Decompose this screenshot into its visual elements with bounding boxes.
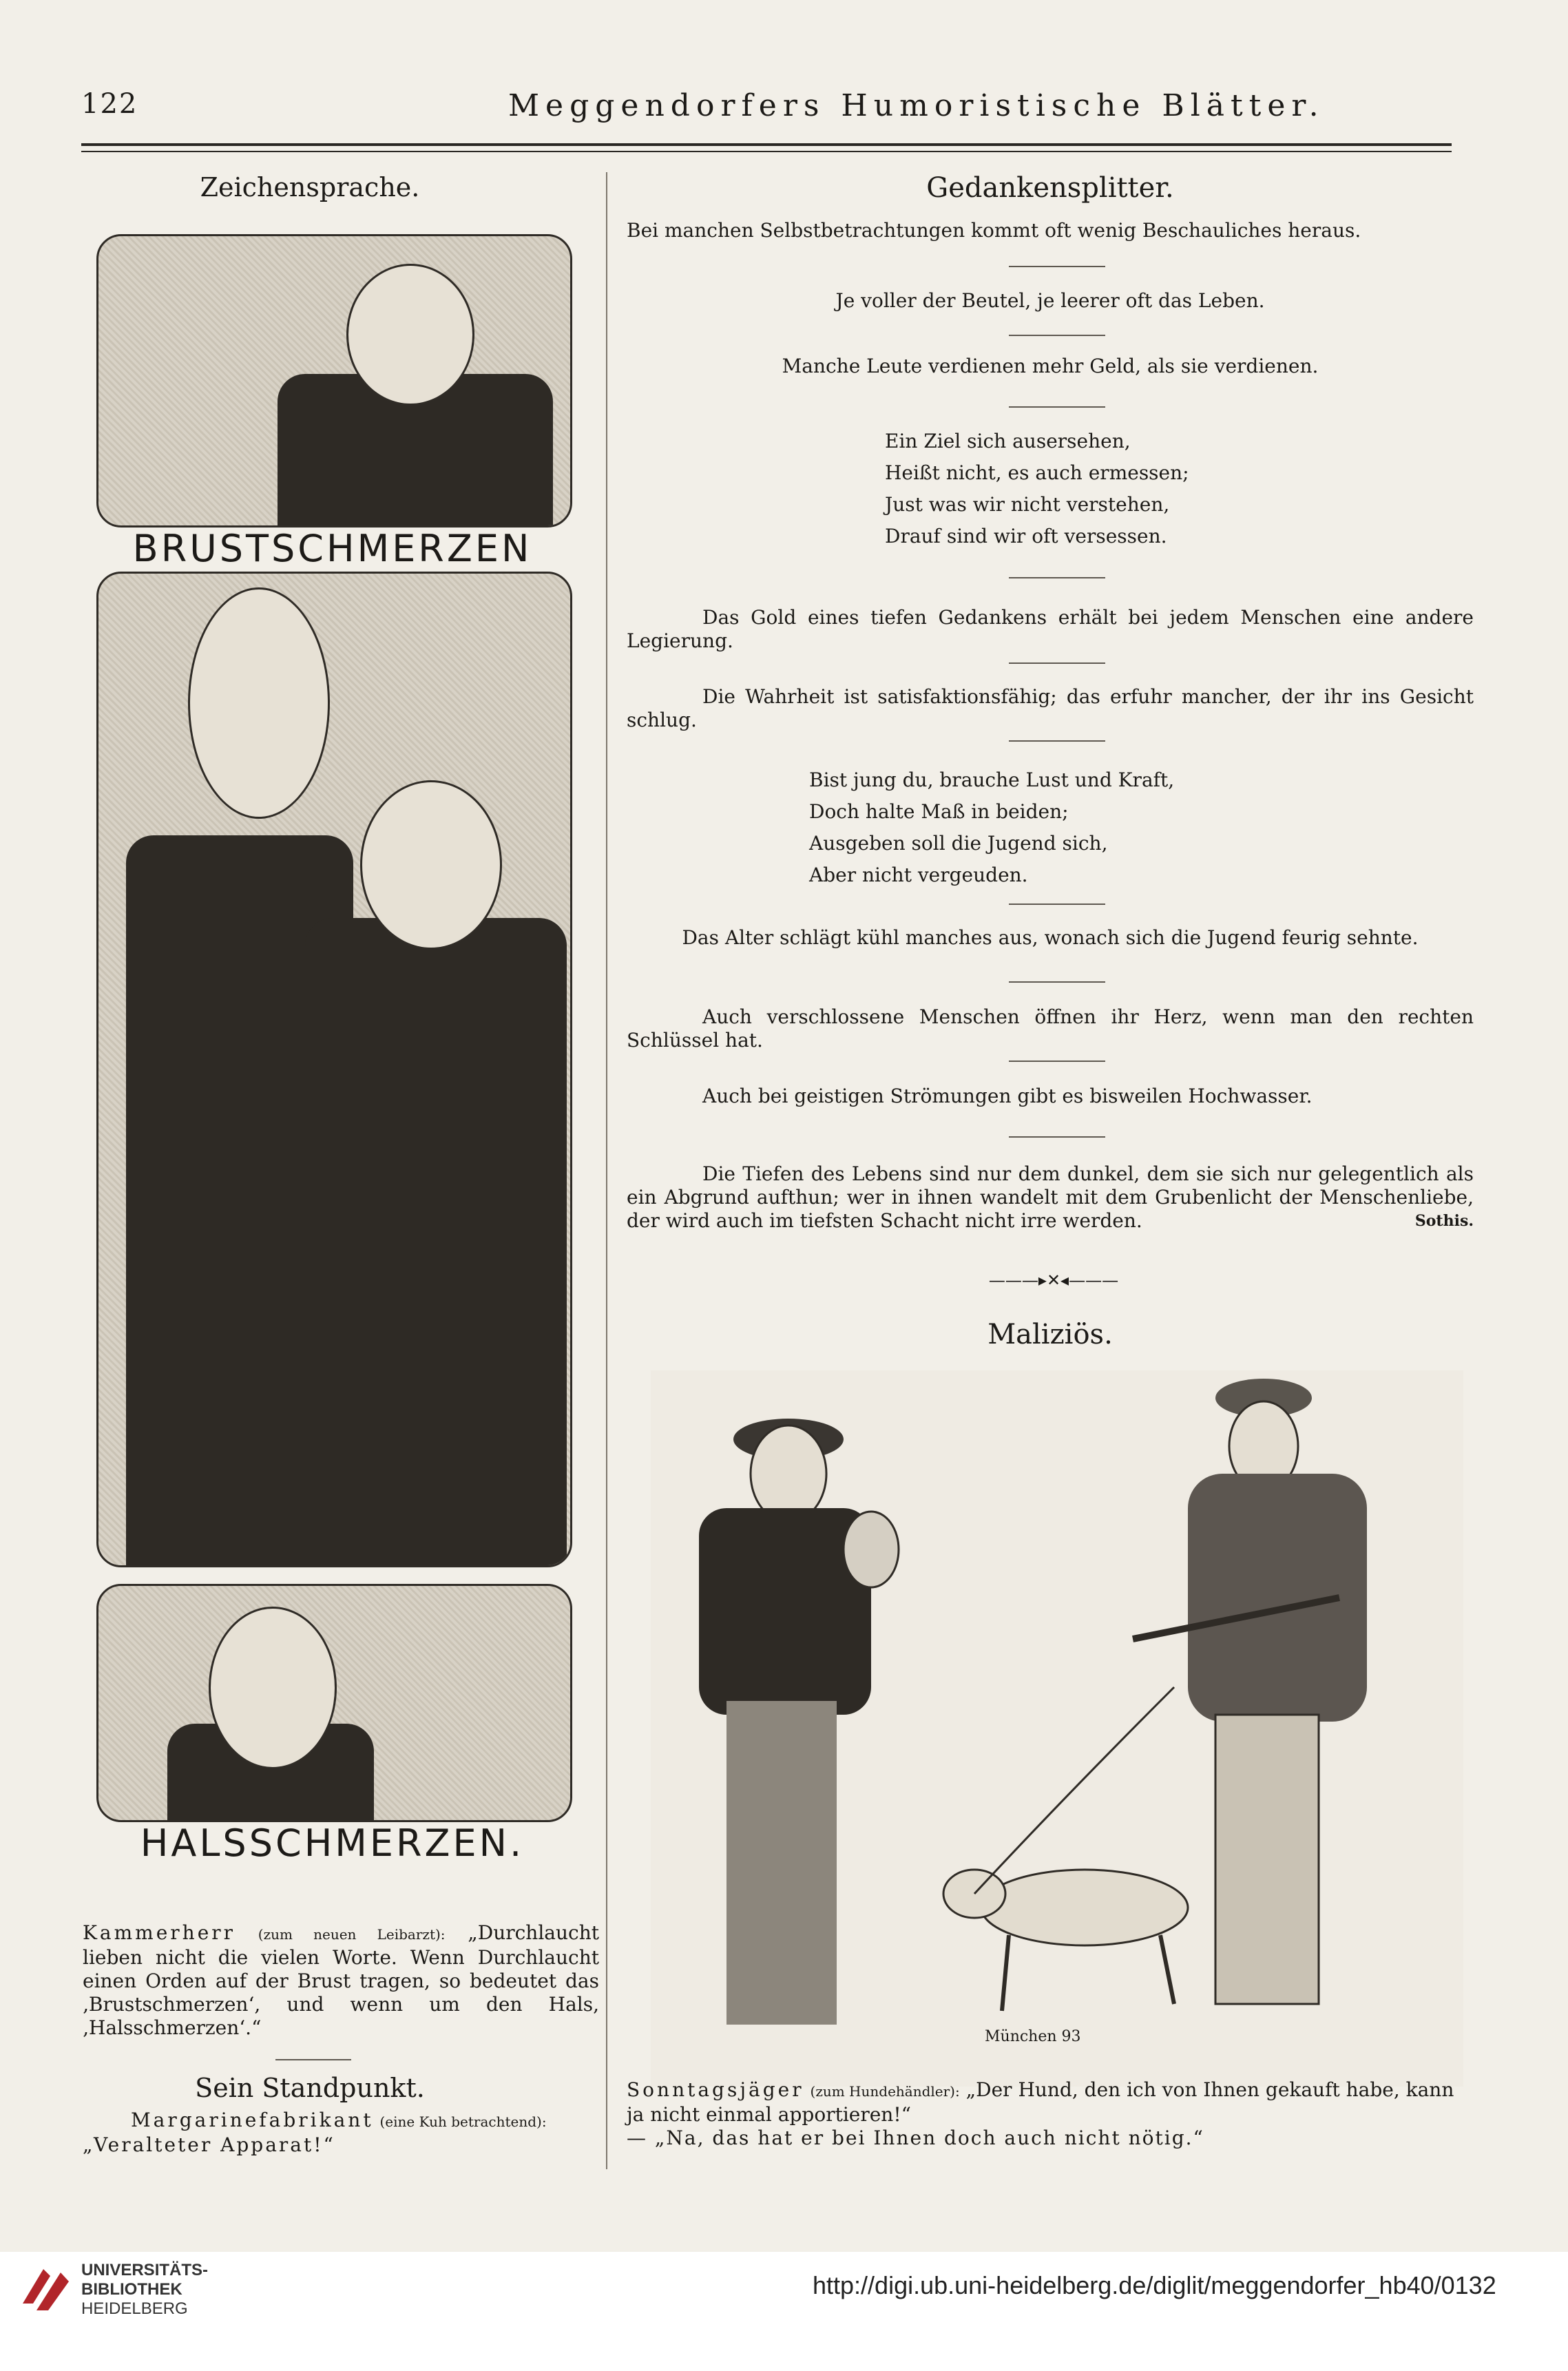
aphorism-divider [1009,577,1105,578]
caption-speaker: Kammerherr [83,1921,236,1944]
face-shape [751,1425,826,1522]
banner-halsschmerzen: HALSSCHMERZEN. [140,1821,525,1865]
section-ornament: ———▸✕◂——— [988,1271,1119,1290]
hunters-illustration [651,1370,1463,2087]
illustration-head [346,264,474,406]
hunter-legs-shape [1215,1715,1319,2004]
aphorism-divider [1009,740,1105,742]
page-number: 122 [81,88,138,120]
verse-1 [885,426,1189,552]
illustration-panel-main [96,572,572,1567]
column-divider [606,172,607,2169]
caption-stage-direction: (zum neuen Leibarzt): [258,1926,446,1943]
aphorism-1: Bei manchen Selbstbetrachtungen kommt oft wenig Beschauliches heraus. [627,219,1361,242]
left-article-title-2: Sein Standpunkt. [195,2073,425,2103]
left-caption-paragraph [83,1921,599,2040]
aphorism-6: Das Alter schlägt kühl manches aus, wonach sich die Jugend feurig sehnte. [682,926,1419,949]
dog-leg [1160,1935,1174,2004]
joke-speaker: Margarinefabrikant [131,2109,374,2131]
header-rule-thin [81,151,1452,152]
verse-2 [809,764,1174,891]
hunter-coat-shape [1188,1474,1367,1722]
header-rule-thick [81,143,1452,146]
verse-line: Heißt nicht, es auch ermessen; [885,461,1189,484]
left-joke-paragraph [83,2109,599,2157]
leash-line [974,1687,1174,1894]
aphorism-divider [1009,266,1105,267]
banner-brustschmerzen: BRUSTSCHMERZEN [132,527,532,570]
verse-line: Aber nicht vergeuden. [809,864,1028,886]
viewer-footer [0,2252,1568,2371]
running-title: Meggendorfers Humoristische Blätter. [508,88,1325,123]
aphorism-9-text: Die Tiefen des Lebens sind nur dem dunkel, dem sie sich nur gelegentlich als ein Abgrund aufthun; wer in ihnen wandelt mit dem Grubenlicht der Menschenliebe, der wird auch im tiefsten Schacht nicht irre werden. [627,1162,1474,1232]
illustration-figure-right [305,918,567,1565]
dog-leg [1002,1935,1009,2011]
aphorism-divider [1009,335,1105,336]
caption-text: „Durchlaucht lieben nicht die vielen Worte. Wenn Durchlaucht einen Orden auf der Brust tragen, so bedeutet das ‚Brustschmerzen‘, und wenn um den Hals, ‚Halsschmerzen‘.“ [83,1921,599,2039]
verse-line: Doch halte Maß in beiden; [809,800,1069,823]
aphorism-2: Je voller der Beutel, je leerer oft das Leben. [835,289,1265,312]
section-divider [275,2059,351,2060]
aphorism-divider [1009,904,1105,905]
right-joke-paragraph [627,2078,1474,2150]
right-article-title: Gedankensplitter. [926,172,1174,204]
aphorism-3: Manche Leute verdienen mehr Geld, als sie verdienen. [782,355,1319,377]
verse-line: Drauf sind wir oft versessen. [885,525,1167,547]
illustration-panel-bottom [96,1584,572,1822]
joke-stage-direction: (eine Kuh betrachtend): [379,2113,547,2130]
library-name [81,2261,208,2319]
hunters-illustration-drawing [651,1370,1463,2087]
aphorism-divider [1009,406,1105,408]
trousers-shape [726,1701,837,2025]
joke-speaker: Sonntagsjäger [627,2078,804,2101]
illustration-signature: München 93 [985,2028,1081,2045]
verse-line: Just was wir nicht verstehen, [885,493,1170,516]
joke-quote: „Veralteter Apparat!“ [83,2133,335,2156]
verse-line: Bist jung du, brauche Lust und Kraft, [809,769,1175,791]
verse-line: Ausgeben soll die Jugend sich, [809,832,1108,855]
aphorism-7: Auch verschlossene Menschen öffnen ihr Herz, wenn man den rechten Schlüssel hat. [627,1005,1474,1052]
aphorism-4: Das Gold eines tiefen Gedankens erhält bei jedem Menschen eine andere Legierung. [627,606,1474,652]
aphorism-9 [627,1162,1474,1233]
illustration-head [209,1607,337,1769]
aphorism-5: Die Wahrheit ist satisfaktionsfähig; das erfuhr mancher, der ihr ins Gesicht schlug. [627,685,1474,731]
aphorism-divider [1009,1061,1105,1062]
dog-body-shape [981,1870,1188,1945]
joke-line-1: „Der Hund, den ich von Ihnen gekauft habe, kann ja nicht einmal apportieren!“ [627,2078,1454,2126]
library-name-line: BIBLIOTHEK [81,2280,182,2299]
joke-line-2: — „Na, das hat er bei Ihnen doch auch nicht nötig.“ [627,2127,1204,2149]
author-signature: Sothis. [1414,1212,1474,1230]
illustration-panel-top [96,234,572,528]
university-logo-icon [19,2262,74,2317]
permalink-url[interactable]: http://digi.ub.uni-heidelberg.de/diglit/meggendorfer_hb40/0132 [813,2271,1496,2299]
verse-line: Ein Ziel sich ausersehen, [885,430,1131,452]
puppy-shape [844,1512,899,1587]
page-header [81,88,1452,136]
library-name-line: HEIDELBERG [81,2299,188,2318]
illustration-head-left [188,587,330,819]
aphorism-divider [1009,662,1105,664]
library-name-line: UNIVERSITÄTS- [81,2261,209,2279]
right-article-title-2: Maliziös. [987,1319,1113,1350]
aphorism-divider [1009,981,1105,983]
illustration-head-right [360,780,502,950]
left-article-title: Zeichensprache. [200,172,420,202]
joke-stage-direction: (zum Hundehändler): [810,2083,960,2100]
aphorism-8: Auch bei geistigen Strömungen gibt es bisweilen Hochwasser. [702,1085,1313,1107]
aphorism-divider [1009,1136,1105,1138]
